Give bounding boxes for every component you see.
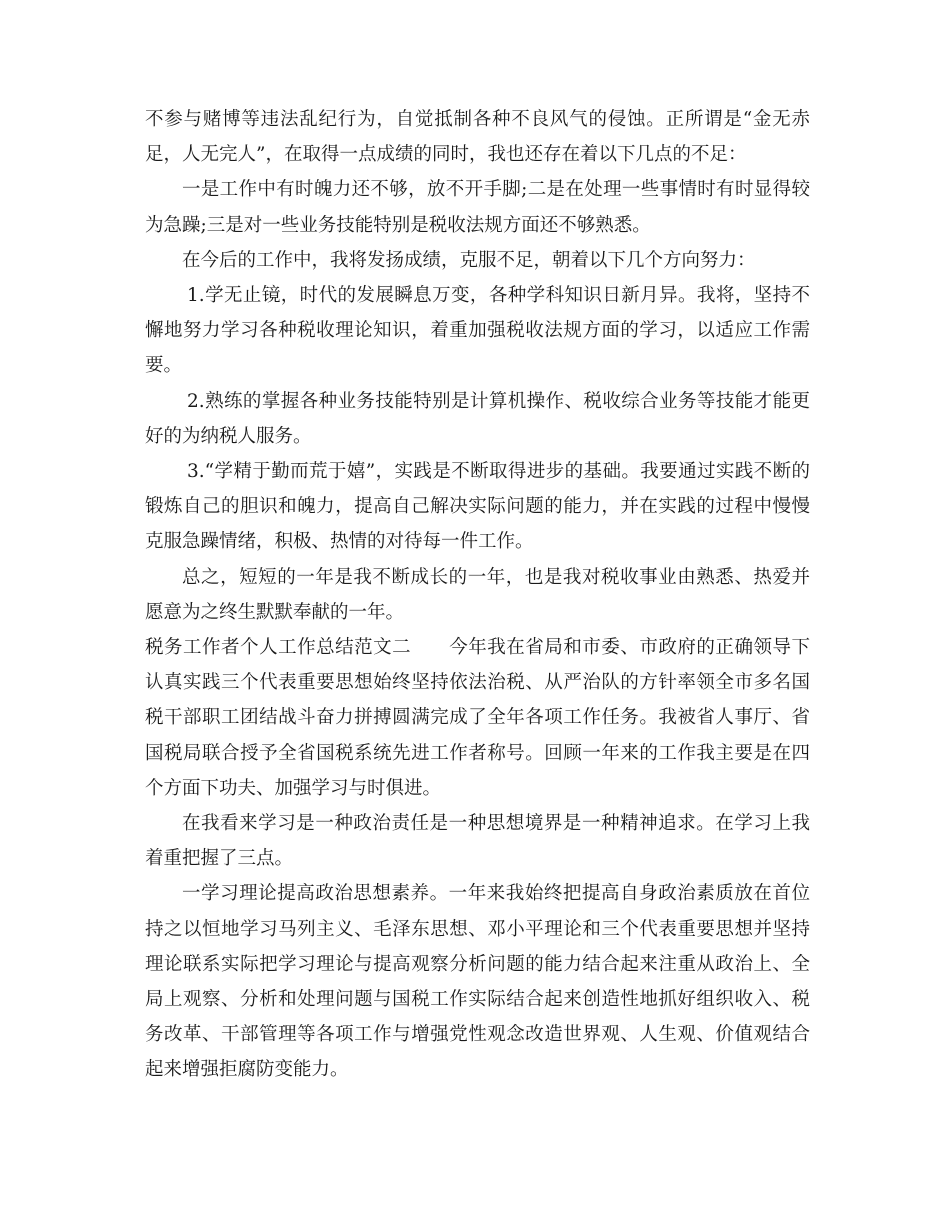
paragraph-theory-study: 一学习理论提高政治思想素养。一年来我始终把提高自身政治素质放在首位持之以恒地学习马列主义、毛泽东思想、邓小平理论和三个代表重要思想并坚持理论联系实际把学习理论与提高观察分析问题的能力结合起来注重从政治上、全局上观察、分析和处理问题与国税工作实际结合起来创造性地抓好组织收入、税务改革、干部管理等各项工作与增强党性观念改造世界观、人生观、价值观结合起来增强拒腐防变能力。 (145, 883, 810, 1081)
paragraph-item-3: 3.“学精于勤而荒于嬉”，实践是不断取得进步的基础。我要通过实践不断的锻炼自己的胆识和魄力，提高自己解决实际问题的能力，并在实践的过程中慢慢克服急躁情绪，积极、热情的对待每一件工作。 (145, 461, 810, 553)
paragraph-sample-two-intro: 税务工作者个人工作总结范文二 今年我在省局和市委、市政府的正确领导下认真实践三个代表重要思想始终坚持依法治税、从严治队的方针率领全市多名国税干部职工团结战斗奋力拼搏圆满完成了全年各项工作任务。我被省人事厅、省国税局联合授予全省国税系统先进工作者称号。回顾一年来的工作我主要是在四个方面下功夫、加强学习与时俱进。 (145, 637, 810, 799)
paragraph-learning-view: 在我看来学习是一种政治责任是一种思想境界是一种精神追求。在学习上我着重把握了三点。 (145, 813, 810, 870)
paragraph-future-direction: 在今后的工作中，我将发扬成绩，克服不足，朝着以下几个方向努力： (182, 249, 756, 271)
paragraph-item-2: 2.熟练的掌握各种业务技能特别是计算机操作、税收综合业务等技能才能更好的为纳税人服务。 (145, 390, 810, 447)
paragraph-misconduct-and-shortcomings: 不参与赌博等违法乱纪行为，自觉抵制各种不良风气的侵蚀。正所谓是“金无赤足，人无完人”，在取得一点成绩的同时，我也还存在着以下几点的不足： (145, 109, 810, 166)
document-body (145, 102, 810, 1088)
paragraph-shortcomings-list: 一是工作中有时魄力还不够，放不开手脚;二是在处理一些事情时有时显得较为急躁;三是对一些业务技能特别是税收法规方面还不够熟悉。 (145, 179, 810, 236)
paragraph-conclusion: 总之，短短的一年是我不断成长的一年，也是我对税收事业由熟悉、热爱并愿意为之终生默默奉献的一年。 (145, 566, 810, 623)
paragraph-item-1: 1.学无止镜，时代的发展瞬息万变，各种学科知识日新月异。我将，坚持不懈地努力学习各种税收理论知识，着重加强税收法规方面的学习，以适应工作需要。 (145, 285, 810, 377)
